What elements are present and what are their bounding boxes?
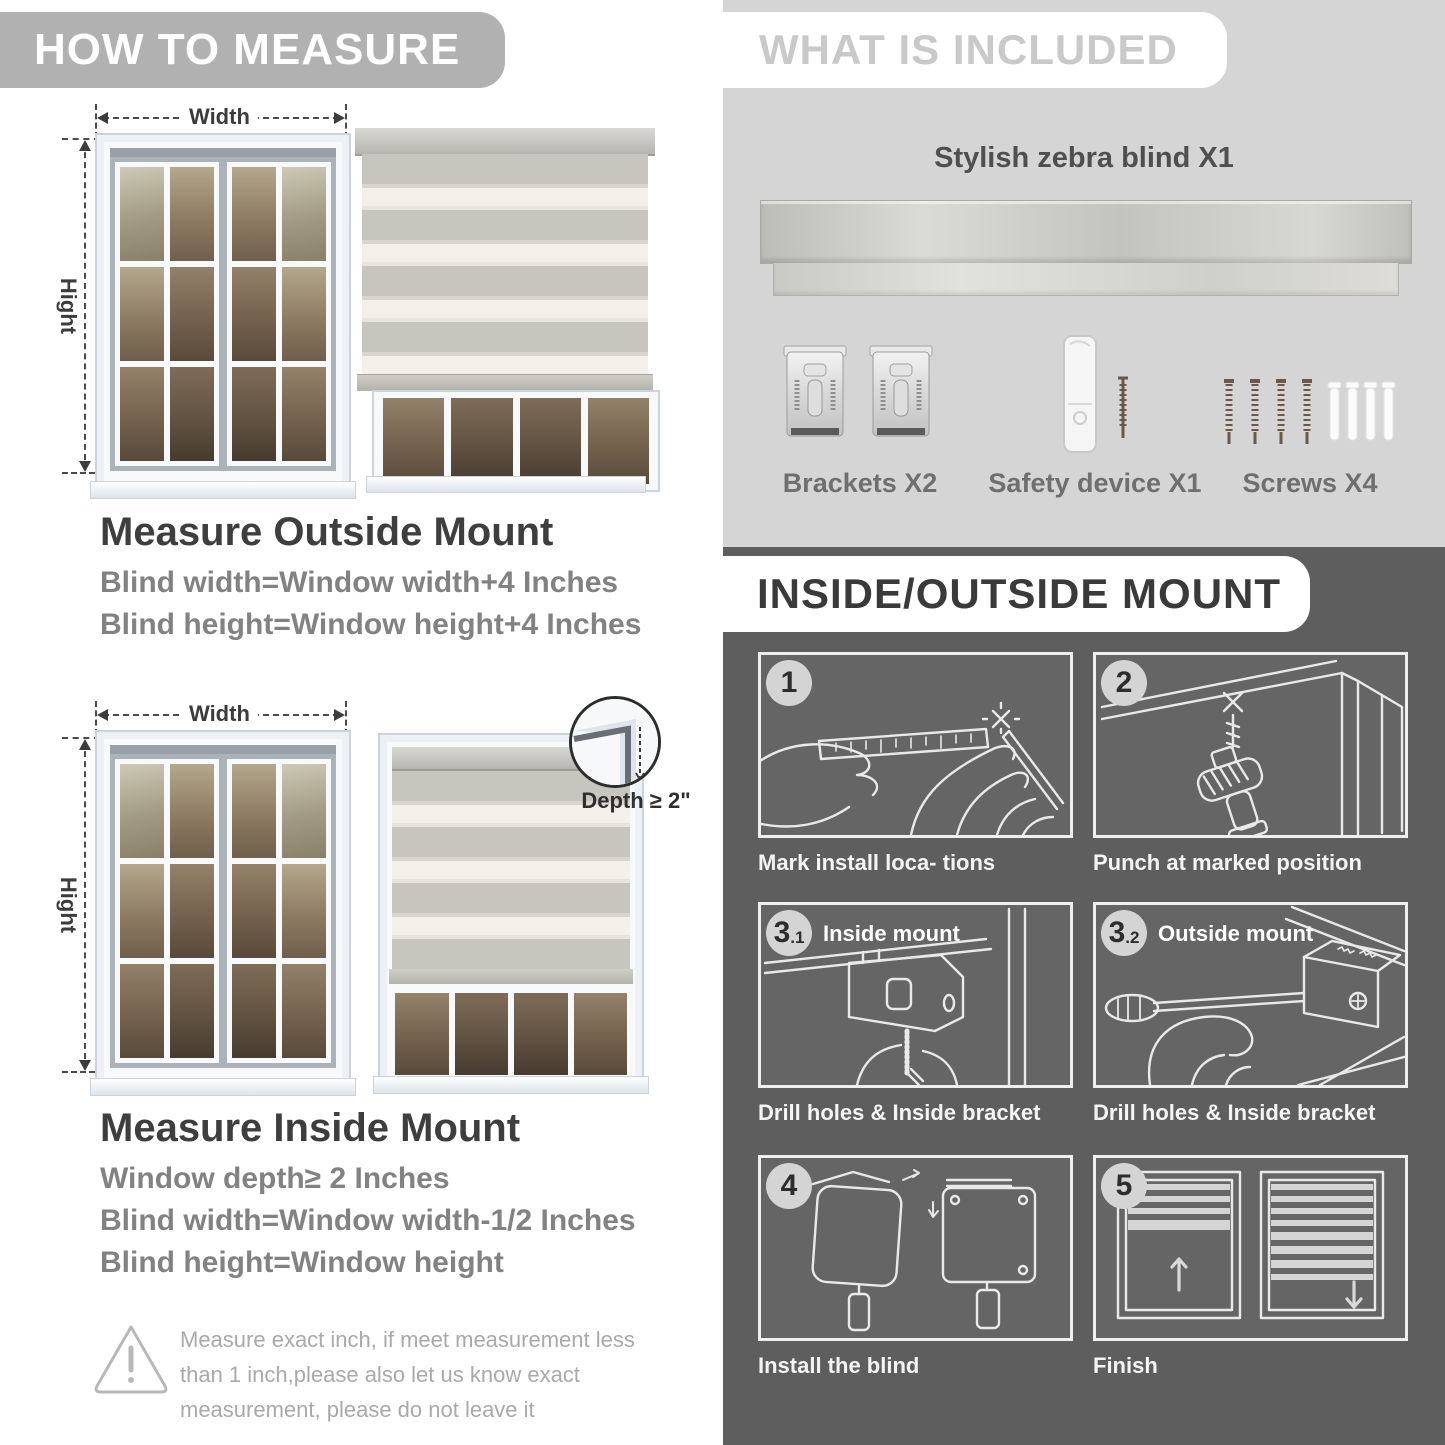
safety-device-icon bbox=[1056, 334, 1138, 456]
height-label: Hight bbox=[56, 277, 82, 335]
step3-1-caption: Drill holes & Inside bracket bbox=[758, 1100, 1041, 1125]
brackets-label: Brackets X2 bbox=[782, 468, 938, 498]
warning-line2: than 1 inch,please also let us know exact bbox=[180, 1362, 580, 1387]
step1-badge: 1 bbox=[766, 660, 812, 706]
width-label: Width bbox=[181, 104, 258, 130]
arrowhead-up-icon bbox=[79, 140, 91, 151]
arrowhead-down-icon bbox=[79, 461, 91, 472]
how-to-measure-header bbox=[0, 12, 505, 88]
step3-2-badge: 3 .2 bbox=[1101, 910, 1147, 956]
what-is-included-title: WHAT IS INCLUDED bbox=[759, 26, 1178, 73]
step2-caption: Punch at marked position bbox=[1093, 850, 1362, 875]
step4-figure bbox=[758, 1155, 1073, 1341]
depth-magnifier-icon bbox=[569, 696, 661, 788]
sill-below-blind-outside bbox=[366, 476, 646, 493]
step2-badge: 2 bbox=[1101, 660, 1147, 706]
step4-badge: 4 bbox=[766, 1163, 812, 1209]
window-illustration-inside bbox=[95, 730, 351, 1096]
depth-label: Depth ≥ 2" bbox=[581, 788, 691, 813]
arrowhead-right-icon bbox=[334, 709, 345, 721]
arrowhead-right-icon bbox=[334, 112, 345, 124]
how-to-measure-title: HOW TO MEASURE bbox=[34, 25, 461, 74]
inside-mount-line1: Window depth≥ 2 Inches bbox=[100, 1162, 450, 1195]
warning-line3: measurement, please do not leave it bbox=[180, 1397, 535, 1422]
outside-mount-title: Measure Outside Mount bbox=[100, 510, 554, 554]
inside-mount-title: Measure Inside Mount bbox=[100, 1106, 521, 1150]
step5-caption: Finish bbox=[1093, 1353, 1158, 1378]
inside-mount-line2: Blind width=Window width-1/2 Inches bbox=[100, 1204, 636, 1237]
screws-label: Screws X4 bbox=[1242, 468, 1378, 498]
safety-device-label: Safety device X1 bbox=[988, 468, 1202, 498]
arrowhead-left-icon bbox=[97, 709, 108, 721]
mount-title: INSIDE/OUTSIDE MOUNT bbox=[757, 570, 1282, 617]
brackets-icon bbox=[782, 340, 938, 452]
step3-2-caption: Drill holes & Inside bracket bbox=[1093, 1100, 1376, 1125]
step2-figure bbox=[1093, 652, 1408, 838]
step5-figure bbox=[1093, 1155, 1408, 1341]
arrowhead-up-icon bbox=[79, 739, 91, 750]
warning-triangle-icon bbox=[90, 1320, 172, 1398]
blind-valance-graphic bbox=[773, 263, 1399, 296]
step4-caption: Install the blind bbox=[758, 1353, 920, 1378]
inside-mount-line3: Blind height=Window height bbox=[100, 1246, 504, 1279]
outside-mount-line1: Blind width=Window width+4 Inches bbox=[100, 566, 619, 599]
what-is-included-header bbox=[723, 12, 1227, 88]
outside-mount-line2: Blind height=Window height+4 Inches bbox=[100, 608, 642, 641]
step3-2-figure bbox=[1093, 902, 1408, 1088]
blind-included-label: Stylish zebra blind X1 bbox=[934, 142, 1234, 174]
step3-1-badge: 3 .1 bbox=[766, 910, 812, 956]
step1-figure bbox=[758, 652, 1073, 838]
mount-header bbox=[723, 556, 1310, 632]
zebra-blind-illustration-outside bbox=[362, 128, 648, 390]
window-illustration-outside bbox=[95, 133, 351, 499]
blind-headrail-graphic bbox=[760, 200, 1412, 264]
width-label: Width bbox=[181, 701, 258, 727]
screws-icon bbox=[1220, 378, 1398, 450]
step3-1-title: Inside mount bbox=[823, 921, 960, 946]
arrowhead-down-icon bbox=[79, 1060, 91, 1071]
arrowhead-left-icon bbox=[97, 112, 108, 124]
step5-badge: 5 bbox=[1101, 1163, 1147, 1209]
warning-line1: Measure exact inch, if meet measurement less bbox=[180, 1327, 635, 1352]
warning-text bbox=[180, 1322, 635, 1427]
step3-1-figure bbox=[758, 902, 1073, 1088]
height-label: Hight bbox=[56, 876, 82, 934]
step1-caption: Mark install loca- tions bbox=[758, 850, 996, 875]
step3-2-title: Outside mount bbox=[1158, 921, 1314, 946]
